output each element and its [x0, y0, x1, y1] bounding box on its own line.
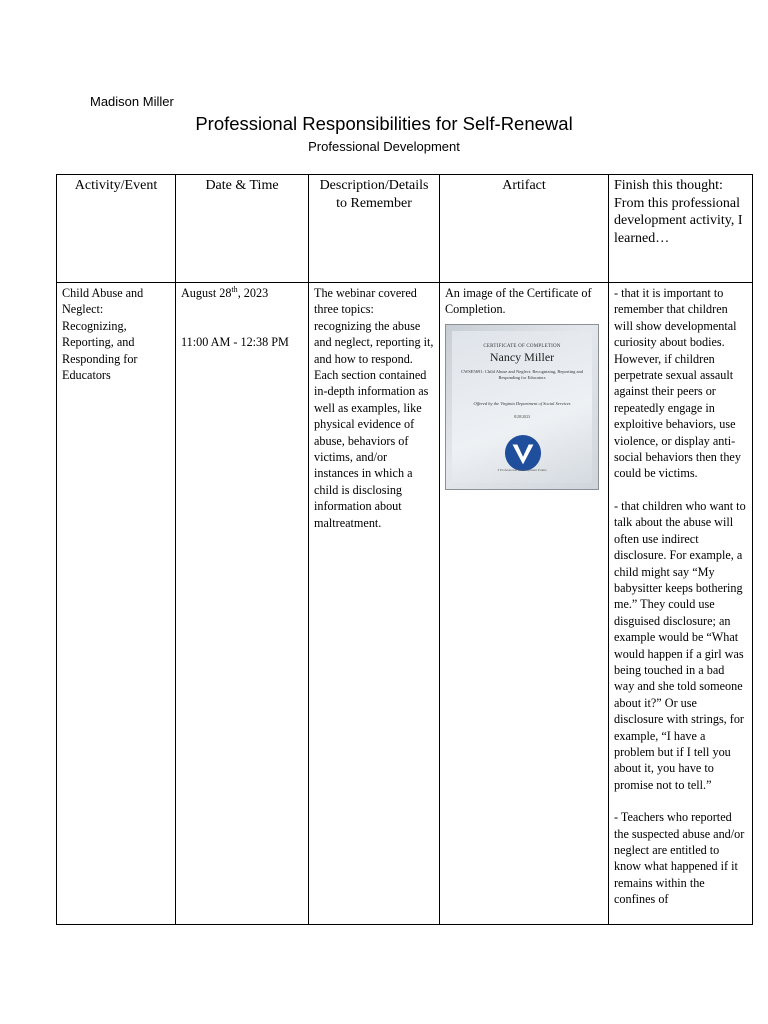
- learned-cell: [609, 283, 753, 925]
- table-header-row: [57, 175, 753, 283]
- column-header-description: Description/Details to Remember: [309, 175, 440, 283]
- learned-point: - Teachers who reported the suspected abuse and/or neglect are entitled to know what happened if it remains within the confines of: [614, 810, 745, 907]
- author-name: Madison Miller: [90, 94, 174, 109]
- pd-table: [56, 174, 753, 925]
- artifact-caption: An image of the Certificate of Completion.: [445, 286, 592, 317]
- certificate-footer: 3 Professional Development Points: [497, 468, 547, 473]
- description-cell: The webinar covered three topics: recognizing the abuse and neglect, reporting it, and how to respond. Each section contained in-depth information as well as examples, like physical evidence of abuse, behaviors of victims, and/or instances in which a child is disclosing information about maltreatment.: [309, 283, 440, 925]
- learned-point: - that children who want to talk about the abuse will often use indirect disclosure. For example, a child might say “My babysitter keeps bothering me.” They could use disguised disclosure; an example would be “What would happen if a girl was being touched in a bad way and she told someone about it?” Or use disclosure with strings, for example, “I have a problem but if I tell you about it, you have to promise not to tell.”: [614, 498, 746, 792]
- certificate-date: 8/28/2023: [513, 413, 531, 419]
- learned-point: - that it is important to remember that children will show developmental curiosity about bodies. However, if children perpetrate sexual assault against their peers or repeatedly engage in exploitive behaviors, use violence, or display anti-social behaviors then they could be victims.: [614, 286, 741, 481]
- table-row: [57, 283, 753, 925]
- activity-cell: Child Abuse and Neglect: Recognizing, Reporting, and Responding for Educators: [57, 283, 176, 925]
- certificate-course: CWSE5691: Child Abuse and Neglect: Recognizing, Reporting and Responding for Educators: [461, 368, 583, 380]
- page-subtitle: Professional Development: [308, 139, 460, 154]
- column-header-activity: Activity/Event: [57, 175, 176, 283]
- page-title: Professional Responsibilities for Self-Renewal: [195, 113, 573, 134]
- date-cell: [176, 283, 309, 925]
- column-header-date: Date & Time: [176, 175, 309, 283]
- column-header-artifact: Artifact: [440, 175, 609, 283]
- certificate-offered-by: Offered by the Virginia Department of Social Services: [473, 400, 571, 406]
- certificate-heading: CERTIFICATE OF COMPLETION: [483, 343, 561, 349]
- time-text: 11:00 AM - 12:38 PM: [181, 335, 289, 350]
- certificate-name: Nancy Miller: [489, 349, 555, 364]
- column-header-learned: Finish this thought: From this professional development activity, I learned…: [609, 175, 753, 283]
- date-text: August 28th, 2023: [181, 285, 269, 300]
- certificate-image: [445, 324, 599, 490]
- artifact-cell: [440, 283, 609, 925]
